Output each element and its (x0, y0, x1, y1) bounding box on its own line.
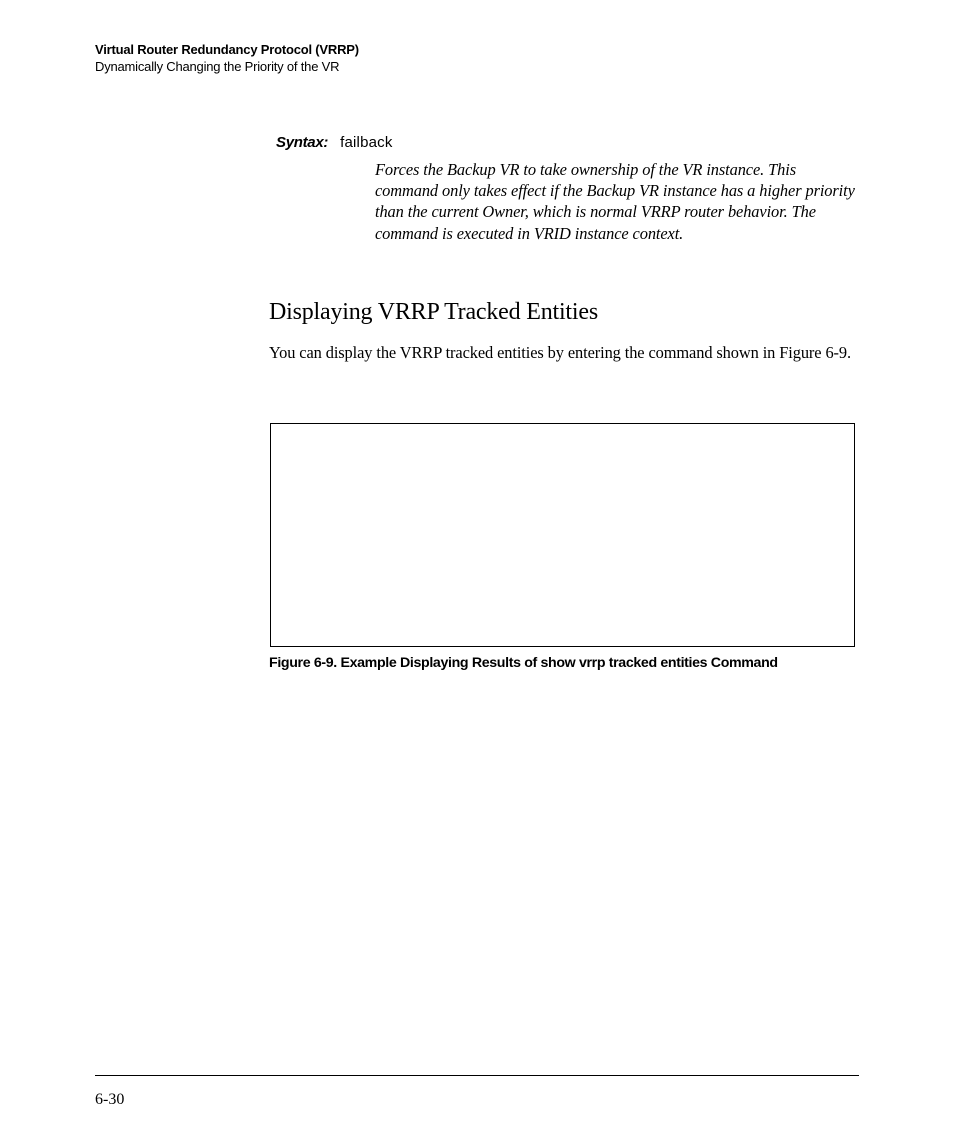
syntax-description: Forces the Backup VR to take ownership of the VR instance. This command only takes effect if the Backup VR instance has a higher priority than the current Owner, which is normal VRRP router behavior. The command is executed in VRID instance context. (375, 160, 855, 243)
syntax-command: failback (340, 134, 393, 151)
syntax-label: Syntax: (276, 134, 329, 151)
section-heading: Displaying VRRP Tracked Entities (269, 299, 598, 325)
figure-frame (270, 423, 855, 647)
body-paragraph: You can display the VRRP tracked entities by entering the command shown in Figure 6-9. (269, 343, 851, 362)
footer-divider (95, 1075, 859, 1076)
figure-caption: Figure 6-9. Example Displaying Results of show vrrp tracked entities Command (269, 655, 778, 671)
syntax-line (276, 133, 393, 152)
page-number: 6-30 (95, 1091, 125, 1108)
section-subtitle: Dynamically Changing the Priority of the VR (95, 59, 340, 74)
running-header (95, 41, 359, 75)
chapter-title: Virtual Router Redundancy Protocol (VRRP) (95, 42, 359, 57)
